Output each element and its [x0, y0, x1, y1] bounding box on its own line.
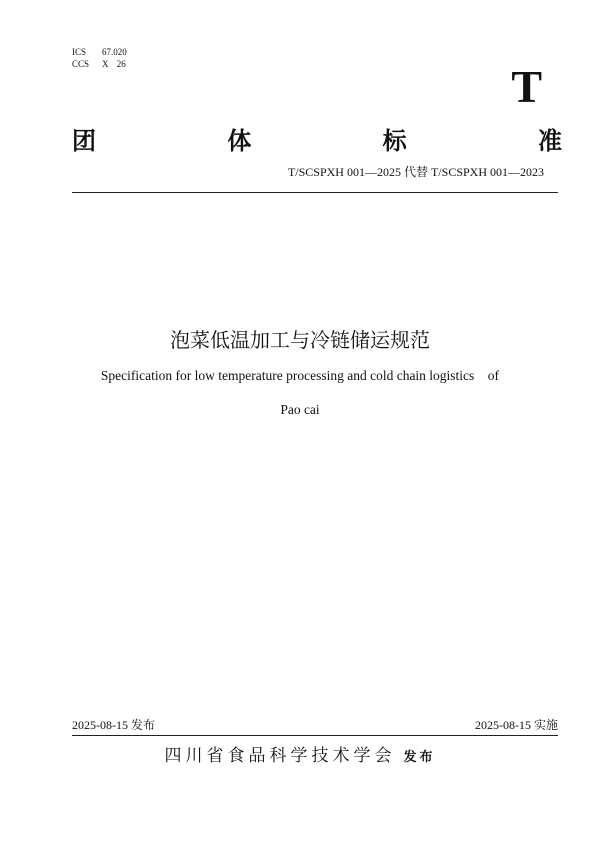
standard-type-char: 体 — [227, 127, 252, 155]
publish-label: 发布 — [403, 750, 436, 765]
ics-label: ICS — [72, 47, 87, 57]
ccs-label: CCS — [72, 59, 90, 69]
publisher-line — [0, 745, 600, 769]
ics-line — [72, 46, 127, 58]
ccs-line — [72, 58, 127, 70]
standard-type-char: 标 — [382, 127, 407, 155]
standard-number: T/SCSPXH 001—2025 代替 T/SCSPXH 001—2023 — [287, 165, 544, 179]
standard-type — [72, 126, 562, 156]
implement-date: 2025-08-15 实施 — [475, 718, 558, 732]
title-english-line1: Specification for low temperature processing and cold chain logistics of — [100, 368, 500, 383]
title-chinese: 泡菜低温加工与冷链储运规范 — [170, 328, 430, 352]
standard-type-char: 准 — [537, 127, 562, 155]
publisher-name: 四川省食品科学技术学会 — [164, 746, 396, 766]
standard-type-char: 团 — [72, 127, 96, 155]
category-letter: T — [511, 61, 542, 112]
bottom-divider — [72, 735, 558, 736]
ccs-value: X 26 — [102, 59, 126, 69]
issue-date: 2025-08-15 发布 — [72, 718, 155, 732]
classification-codes — [72, 46, 127, 70]
ics-value: 67.020 — [102, 47, 127, 57]
title-english-line2: Pao cai — [280, 402, 320, 417]
top-divider — [72, 192, 558, 193]
